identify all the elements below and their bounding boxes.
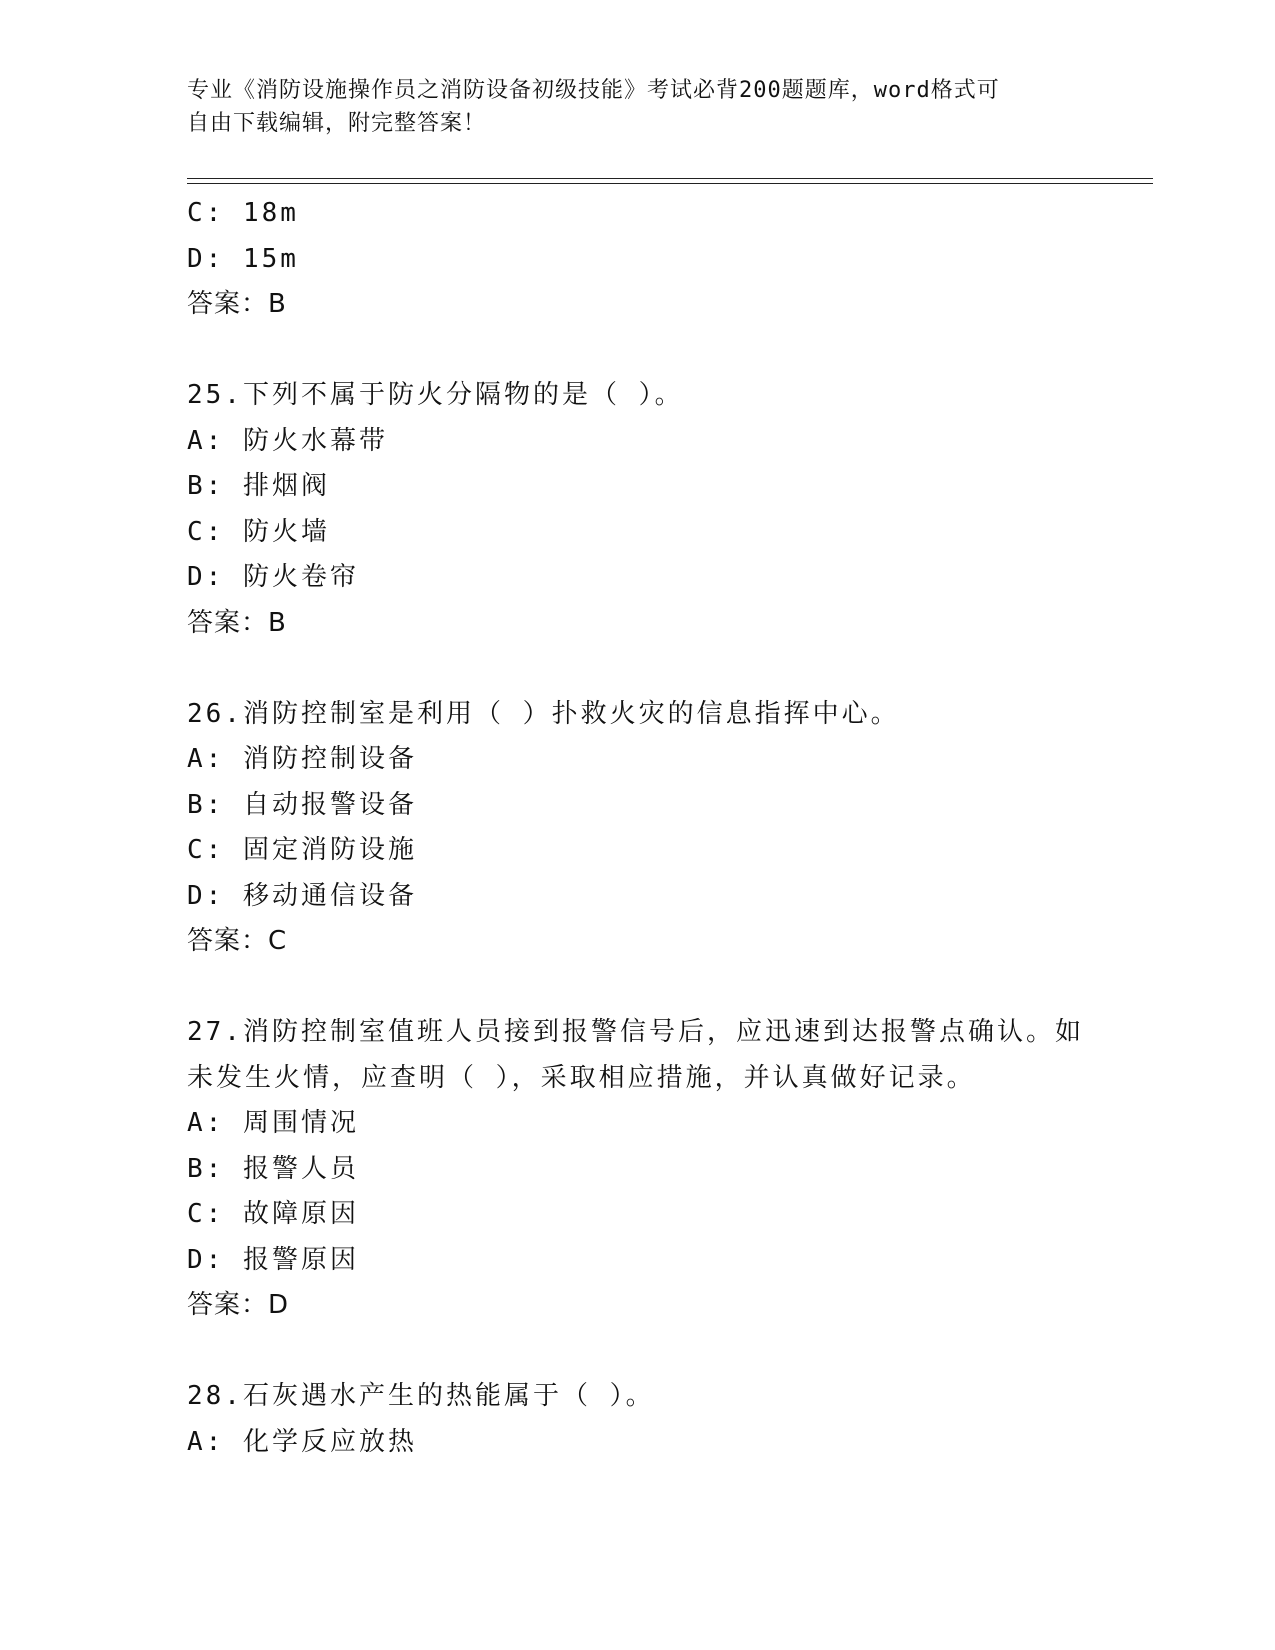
answer-line: 答案：C: [187, 926, 288, 956]
option-line: D: 15m: [187, 243, 299, 274]
option-line: D: 防火卷帘: [187, 562, 359, 592]
option-line: A: 消防控制设备: [187, 744, 417, 774]
question-list: [187, 191, 1087, 1465]
question-text: 未发生火情，应查明（ ），采取相应措施，并认真做好记录。: [187, 1062, 976, 1093]
document-header: [187, 74, 1067, 140]
option-line: B: 自动报警设备: [187, 789, 417, 820]
answer-line: 答案：B: [187, 289, 287, 319]
header-divider-bottom: [187, 183, 1153, 184]
answer-line: 答案：D: [187, 1290, 290, 1320]
header-line-2: 自由下载编辑，附完整答案！: [187, 111, 487, 136]
option-line: A: 化学反应放热: [187, 1426, 417, 1457]
question-text: 26.消防控制室是利用（ ）扑救火灾的信息指挥中心。: [187, 698, 900, 729]
option-line: A: 周围情况: [187, 1108, 359, 1138]
option-line: C: 固定消防设施: [187, 835, 417, 865]
option-line: B: 报警人员: [187, 1153, 359, 1184]
option-line: D: 报警原因: [187, 1244, 359, 1275]
spacer: [187, 965, 1087, 1011]
answer-line: 答案：B: [187, 607, 287, 638]
spacer: [187, 646, 1087, 692]
spacer: [187, 1329, 1087, 1375]
spacer: [187, 328, 1087, 374]
header-line-1: 专业《消防设施操作员之消防设备初级技能》考试必背200题题库，word格式可: [187, 78, 1000, 103]
option-line: A: 防火水幕带: [187, 425, 388, 456]
option-line: C: 故障原因: [187, 1199, 359, 1229]
option-line: C: 防火墙: [187, 516, 330, 547]
option-line: C: 18m: [187, 198, 299, 228]
question-text: 27.消防控制室值班人员接到报警信号后，应迅速到达报警点确认。如: [187, 1017, 1084, 1047]
option-line: B: 排烟阀: [187, 471, 330, 501]
option-line: D: 移动通信设备: [187, 880, 417, 911]
question-text: 25.下列不属于防火分隔物的是（ ）。: [187, 380, 684, 410]
question-text: 28.石灰遇水产生的热能属于（ ）。: [187, 1381, 655, 1411]
header-divider-top: [187, 178, 1153, 179]
